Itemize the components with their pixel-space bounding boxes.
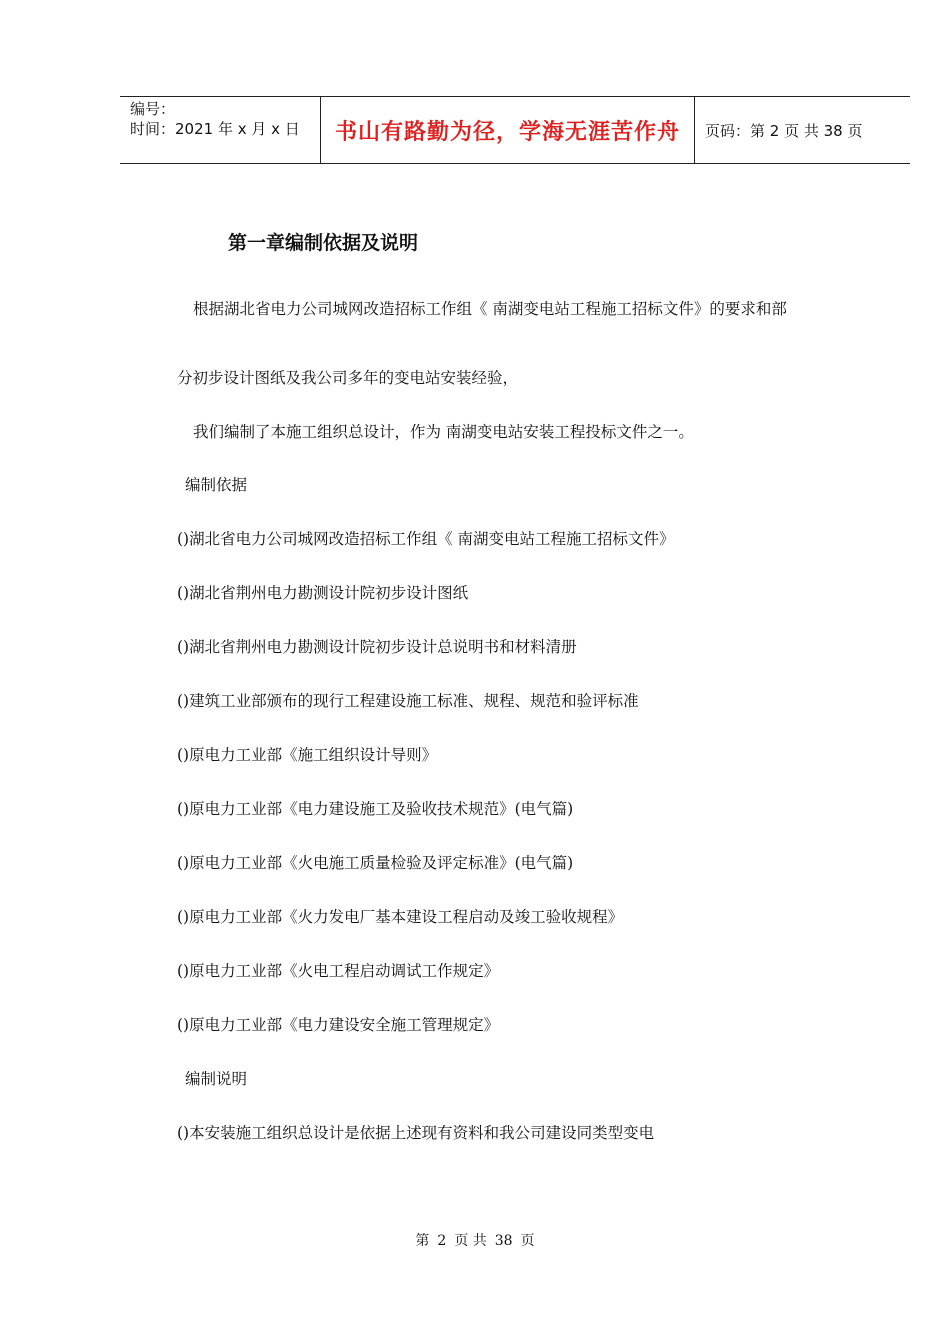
basis-item: ()建筑工业部颁布的现行工程建设施工标准、规程、规范和验评标准 [177,692,639,710]
basis-item: ()湖北省荆州电力勘测设计院初步设计总说明书和材料清册 [177,638,577,656]
footer-page-number: 2 [437,1233,447,1249]
basis-heading: 编制依据 [185,476,248,494]
footer-suffix: 页 [520,1233,535,1249]
intro-paragraph-line-1: 根据湖北省电力公司城网改造招标工作组《 南湖变电站工程施工招标文件》的要求和部 [193,300,787,318]
footer-prefix: 第 [415,1233,430,1249]
header-motto: 书山有路勤为径，学海无涯苦作舟 [334,119,680,145]
footer-total-pages: 38 [494,1233,513,1249]
basis-item: ()原电力工业部《电力建设施工及验收技术规范》(电气篇) [177,800,574,818]
basis-item: ()原电力工业部《电力建设安全施工管理规定》 [177,1016,500,1034]
basis-item: ()原电力工业部《火电工程启动调试工作规定》 [177,962,500,980]
footer-mid: 页 共 [454,1233,487,1249]
basis-item: ()湖北省电力公司城网改造招标工作组《 南湖变电站工程施工招标文件》 [177,530,675,548]
basis-item: ()原电力工业部《火力发电厂基本建设工程启动及竣工验收规程》 [177,908,624,926]
header-motto-cell [321,97,695,163]
notes-item: ()本安装施工组织总设计是依据上述现有资料和我公司建设同类型变电 [177,1124,655,1142]
intro-paragraph-line-3: 我们编制了本施工组织总设计，作为 南湖变电站安装工程投标文件之一。 [193,423,694,441]
header-page-info: 页码：第 2 页 共 38 页 [705,121,863,140]
basis-item: ()原电力工业部《火电施工质量检验及评定标准》(电气篇) [177,854,574,872]
basis-item: ()原电力工业部《施工组织设计导则》 [177,746,438,764]
basis-item: ()湖北省荆州电力勘测设计院初步设计图纸 [177,584,469,602]
header-table [120,96,910,164]
page-footer [0,1230,950,1250]
header-page-cell [695,97,910,163]
intro-paragraph-line-2: 分初步设计图纸及我公司多年的变电站安装经验， [177,369,519,387]
chapter-title: 第一章编制依据及说明 [228,232,419,254]
document-number-label: 编号： [130,100,176,118]
notes-heading: 编制说明 [185,1070,248,1088]
header-meta-cell [120,97,321,163]
document-time-label: 时间：2021 年 x 月 x 日 [130,120,300,138]
